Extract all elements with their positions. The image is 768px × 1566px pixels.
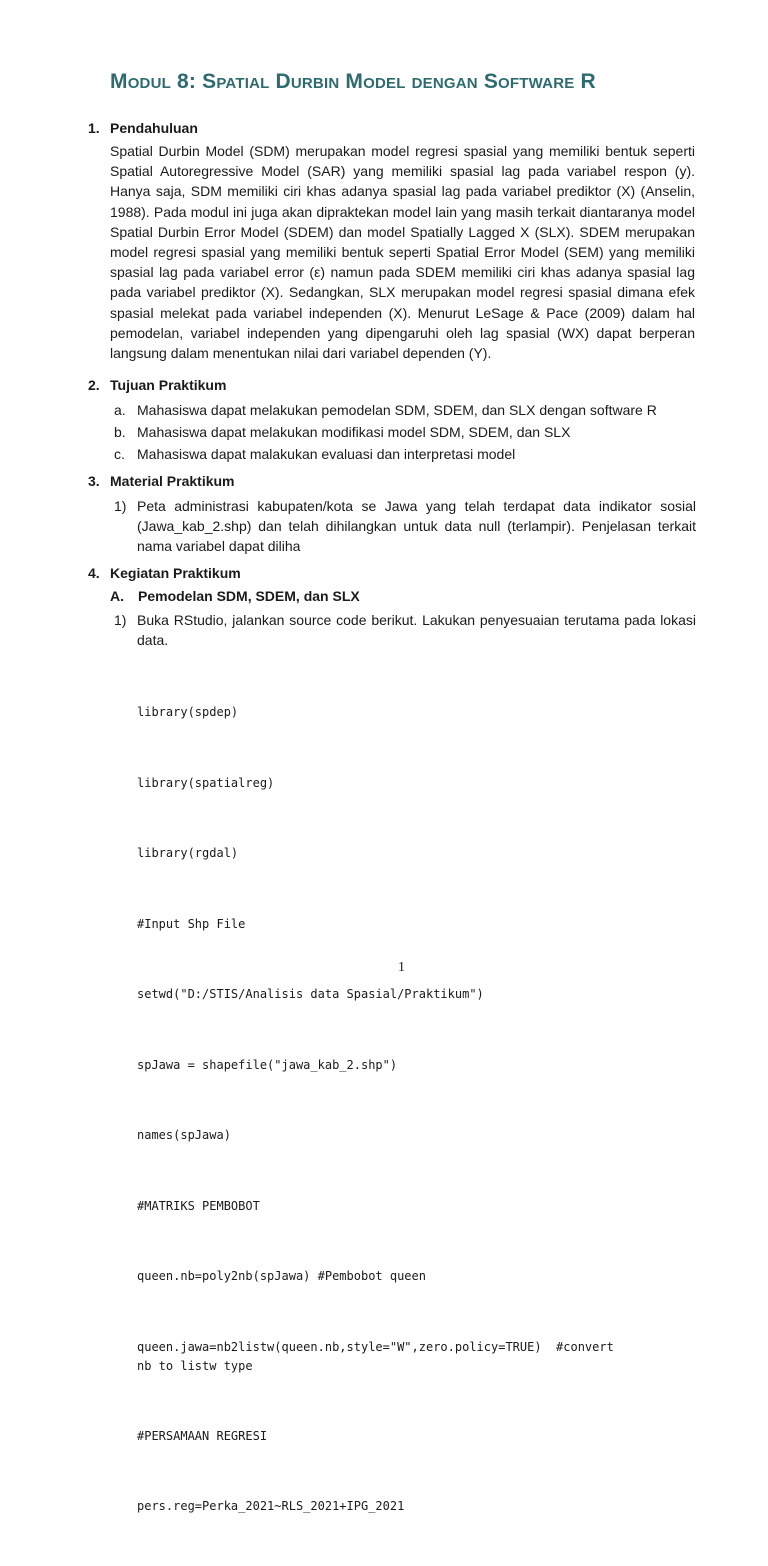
list-item bbox=[114, 496, 696, 557]
list-marker: a. bbox=[114, 402, 126, 418]
code-line: queen.jawa=nb2listw(queen.nb,style="W",zero.policy=TRUE) #convert nb to listw type bbox=[137, 1339, 614, 1373]
list-marker: 1) bbox=[114, 612, 127, 628]
code-line: queen.nb=poly2nb(spJawa) #Pembobot queen bbox=[137, 1269, 426, 1283]
section-number: 3. bbox=[88, 473, 100, 489]
intro-paragraph: Spatial Durbin Model (SDM) merupakan model regresi spasial yang memiliki bentuk seperti Spatial Autoregressive Model (SAR) yang memiliki spasial lag pada variabel respon (y). Hanya saja, SDM memiliki ciri khas adanya spasial lag pada variabel prediktor (X) (Anselin, 1988). Pada modul ini juga akan dipraktekan model lain yang masih terkait diantaranya model Spatial Durbin Error Model (SDEM) dan model Spatially Lagged X (SLX). SDEM merupakan model regresi spasial yang memiliki bentuk seperti Spatial Error Model (SEM) yang memiliki spasial lag pada variabel error (ε) namun pada SDEM memiliki ciri khas adanya spasial lag pada variabel prediktor (X). Sedangkan, SLX merupakan model regresi spasial dimana efek spasial melekat pada variabel independen (X). Menurut LeSage & Pace (2009) dalam hal pemodelan, variabel independen yang dipengaruhi oleh lag spasial (WX) dapat berperan langsung dalam menentukan nilai dari variabel dependen (Y). bbox=[110, 143, 695, 362]
section-title: Material Praktikum bbox=[110, 473, 235, 489]
list-item bbox=[114, 444, 696, 464]
code-line: #MATRIKS PEMBOBOT bbox=[137, 1198, 260, 1213]
list-item bbox=[114, 400, 696, 420]
code-line: #PERSAMAAN REGRESI bbox=[137, 1428, 268, 1443]
list-item-text: Peta administrasi kabupaten/kota se Jawa yang telah terdapat data indikator sosial (Jawa_kab_2.shp) dan telah dihilangkan untuk data null (terlampir). Penjelasan terkait nama variabel dapat diliha bbox=[137, 498, 696, 555]
list-item-text: Mahasiswa dapat melakukan modifikasi model SDM, SDEM, dan SLX bbox=[137, 424, 571, 440]
section-tujuan-heading bbox=[88, 377, 226, 393]
code-line: names(spJawa) bbox=[137, 1128, 231, 1142]
code-line: spJawa = shapefile("jawa_kab_2.shp") bbox=[137, 1057, 398, 1072]
list-item bbox=[114, 610, 696, 650]
list-item-text: Buka RStudio, jalankan source code berikut. Lakukan penyesuaian terutama pada lokasi data. bbox=[137, 612, 696, 649]
section-title: Tujuan Praktikum bbox=[110, 377, 227, 393]
list-item bbox=[114, 422, 696, 442]
code-line: library(rgdal) bbox=[137, 846, 239, 860]
code-line: library(spdep) bbox=[137, 705, 239, 719]
subsection-title: Pemodelan SDM, SDEM, dan SLX bbox=[138, 588, 360, 604]
subsection-marker: A. bbox=[110, 588, 124, 604]
code-line: #Input Shp File bbox=[137, 916, 246, 931]
code-line: library(spatialreg) bbox=[137, 775, 275, 790]
page-number: 1 bbox=[398, 960, 405, 975]
section-title: Kegiatan Praktikum bbox=[110, 565, 241, 581]
list-marker: b. bbox=[114, 424, 126, 440]
subsection-heading bbox=[110, 588, 360, 604]
list-marker: 1) bbox=[114, 498, 127, 514]
code-line: setwd("D:/STIS/Analisis data Spasial/Praktikum") bbox=[137, 987, 484, 1001]
section-number: 4. bbox=[88, 565, 100, 581]
section-number: 2. bbox=[88, 377, 100, 393]
list-marker: c. bbox=[114, 446, 125, 462]
code-line: pers.reg=Perka_2021~RLS_2021+IPG_2021 bbox=[137, 1499, 405, 1513]
list-item-text: Mahasiswa dapat malakukan evaluasi dan interpretasi model bbox=[137, 446, 516, 462]
document-title: Modul 8: Spatial Durbin Model dengan Software R bbox=[110, 70, 596, 93]
section-number: 1. bbox=[88, 120, 100, 136]
code-block bbox=[137, 654, 614, 1566]
list-item-text: Mahasiswa dapat melakukan pemodelan SDM, SDEM, dan SLX dengan software R bbox=[137, 402, 657, 418]
section-kegiatan-heading bbox=[88, 565, 241, 581]
section-pendahuluan-heading bbox=[88, 120, 198, 136]
section-material-heading bbox=[88, 473, 235, 489]
section-title: Pendahuluan bbox=[110, 120, 198, 136]
